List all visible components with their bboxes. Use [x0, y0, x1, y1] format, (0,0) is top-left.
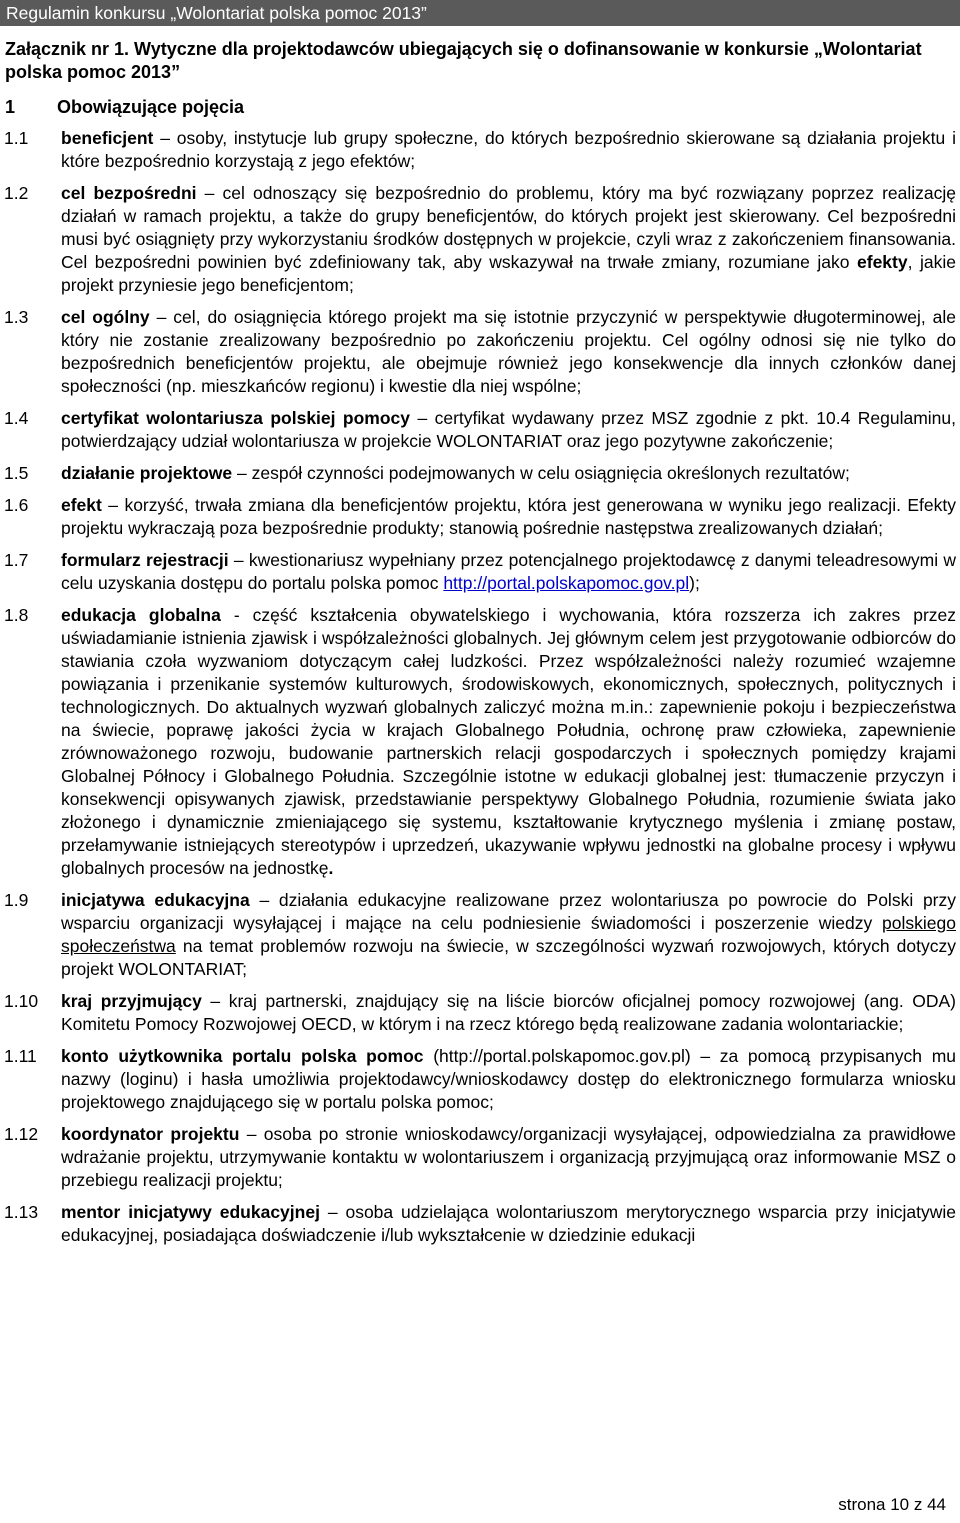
definition-text: – osoba udzielająca wolontariuszom merytorycznego wsparcia przy inicjatywie edukacyjnej, posiadająca doświadczenie i/lub wykształcenie w dziedzinie edukacji [61, 1202, 956, 1245]
definition-text: – kraj partnerski, znajdujący się na liście biorców oficjalnej pomocy rozwojowej (ang. ODA) Komitetu Pomocy Rozwojowej OECD, w którym i na rzecz którego będą realizowane zadania wolontariackie; [61, 991, 956, 1034]
definition-number: 1.2 [4, 183, 29, 203]
definition-item [0, 494, 960, 540]
definition-item [0, 306, 960, 398]
definition-term: beneficjent [61, 128, 154, 148]
definition-item [0, 407, 960, 453]
definition-item [0, 182, 960, 297]
definition-term: mentor inicjatywy edukacyjnej [61, 1202, 320, 1222]
definition-item [0, 1045, 960, 1114]
definition-item [0, 127, 960, 173]
definition-term: formularz rejestracji [61, 550, 229, 570]
definition-item [0, 462, 960, 485]
definition-text: , jakie projekt przyniesie jego beneficjentom; [61, 252, 956, 295]
definition-emphasis: efekty [857, 252, 908, 272]
header-title: Regulamin konkursu „Wolontariat polska pomoc 2013” [6, 3, 427, 23]
definition-term: koordynator projektu [61, 1124, 240, 1144]
definition-text: – certyfikat wydawany przez MSZ zgodnie z pkt. 10.4 Regulaminu, potwierdzający udział wolontariusza w projekcie WOLONTARIAT oraz jego pozytywne zakończenie; [61, 408, 956, 451]
document-body [0, 38, 960, 1256]
definition-text: – działania edukacyjne realizowane przez wolontariusza po powrocie do Polski przy wsparciu organizacji wysyłającej i mające na celu podniesienie świadomości i poszerzenie wiedzy [61, 890, 956, 933]
definition-item [0, 1201, 960, 1247]
definition-number: 1.7 [4, 550, 29, 570]
definition-term: cel ogólny [61, 307, 150, 327]
definition-text: - część kształcenia obywatelskiego i wychowania, która rozszerza ich zakres przez uświadamianie istnienia zjawisk i współzależności globalnych. Jej głównym celem jest przygotowanie odbiorców do stawiania czoła wyzwaniom dotyczącym całej ludzkości. Przez współzależności należy rozumieć wzajemne powiązania i przenikanie systemów kulturowych, środowiskowych, ekonomicznych, społecznych, politycznych i technologicznych. Do aktualnych wyzwań globalnych zaliczyć można m.in.: zapewnienie pokoju i bezpieczeństwa na świecie, poprawę jakości życia w krajach Globalnego Południa, ochronę praw człowieka, zapewnienie zrównoważonego rozwoju, budowanie partnerskich relacji gospodarczych i społecznych pomiędzy krajami Globalnej Północy i Globalnego Południa. Szczególnie istotne w edukacji globalnej jest: tłumaczenie przyczyn i konsekwencji opisywanych zjawisk, przedstawianie perspektywy Globalnego Południa, rozumienie świata jako złożonego i dynamicznie zmieniającego się systemu, kształtowanie krytycznego myślenia i zmianę postaw, przełamywanie istniejących stereotypów i uprzedzeń, ukazywanie wpływu jednostki na globalne procesy i wpływu globalnych procesów na jednostkę [61, 605, 956, 878]
section-title: Obowiązujące pojęcia [57, 97, 245, 117]
definition-underlined: polskiego społeczeństwa [61, 913, 956, 956]
definition-number: 1.1 [4, 128, 29, 148]
portal-link[interactable]: http://portal.polskapomoc.gov.pl [443, 573, 690, 593]
annex-title: Załącznik nr 1. Wytyczne dla projektodawców ubiegających się o dofinansowanie w konkursie „Wolontariat polska pomoc 2013” [5, 39, 922, 82]
definition-term: kraj przyjmujący [61, 991, 202, 1011]
definition-number: 1.6 [4, 495, 29, 515]
definition-text: – kwestionariusz wypełniany przez potencjalnego projektodawcę z danymi teleadresowymi w celu uzyskania dostępu do portalu polska pomoc [61, 550, 956, 593]
running-header [0, 0, 960, 26]
definition-text: na temat problemów rozwoju na świecie, w szczególności wyzwań rozwojowych, których dotyczy projekt WOLONTARIAT; [61, 936, 956, 979]
definition-text: – osoba po stronie wnioskodawcy/organizacji wysyłającej, odpowiedzialna za prawidłowe wdrażanie projektu, utrzymywanie kontaktu w wolontariuszem i organizacją przyjmującą oraz informowanie MSZ o przebiegu realizacji projektu; [61, 1124, 956, 1190]
definition-number: 1.13 [4, 1202, 39, 1222]
definition-number: 1.9 [4, 890, 29, 910]
definition-text: – korzyść, trwała zmiana dla beneficjentów projektu, która jest generowana w wyniku jego realizacji. Efekty projektu wykraczają poza bezpośrednie produkty; stanowią pośrednie następstwa zrealizowanych działań; [61, 495, 956, 538]
definition-number: 1.5 [4, 463, 29, 483]
definition-term: inicjatywa edukacyjna [61, 890, 250, 910]
definition-number: 1.4 [4, 408, 29, 428]
definitions-list [0, 127, 960, 1247]
definition-number: 1.12 [4, 1124, 39, 1144]
definition-term: edukacja globalna [61, 605, 221, 625]
definition-item [0, 549, 960, 595]
definition-item [0, 604, 960, 880]
definition-text: – cel odnoszący się bezpośrednio do problemu, który ma być rozwiązany poprzez realizację działań w ramach projektu, a także do grupy beneficjentów, do których projekt jest skierowany. Cel bezpośredni musi być osiągnięty przy wykorzystaniu środków dostępnych w projekcie, czyli wraz z zakończeniem finansowania. Cel bezpośredni powinien być zdefiniowany tak, aby wskazywał na trwałe zmiany, rozumiane jako [61, 183, 957, 272]
definition-text: (http://portal.polskapomoc.gov.pl) – za pomocą przypisanych mu nazwy (loginu) i hasła umożliwia projektodawcy/wnioskodawcy dostęp do elektronicznego formularza wniosku projektowego znajdującego się w portalu polska pomoc; [61, 1046, 956, 1112]
section-heading [5, 96, 960, 119]
definition-number: 1.8 [4, 605, 29, 625]
definition-term: cel bezpośredni [61, 183, 197, 203]
definition-term: konto użytkownika portalu polska pomoc [61, 1046, 424, 1066]
definition-text: – osoby, instytucje lub grupy społeczne, do których bezpośrednio skierowane są działania projektu i które bezpośrednio korzystają z jego efektów; [61, 128, 956, 171]
definition-number: 1.10 [4, 991, 39, 1011]
definition-text: – zespół czynności podejmowanych w celu osiągnięcia określonych rezultatów; [232, 463, 850, 483]
definition-term: efekt [61, 495, 102, 515]
definition-term: działanie projektowe [61, 463, 233, 483]
definition-number: 1.11 [4, 1046, 37, 1066]
definition-text: ); [689, 573, 700, 593]
definition-item [0, 1123, 960, 1192]
definition-text: – cel, do osiągnięcia którego projekt ma się istotnie przyczynić w perspektywie długoterminowej, ale który nie zostanie zrealizowany bezpośrednio po zakończeniu projektu. Cel ogólny odnosi się nie tylko do bezpośrednich beneficjentów projektu, ale obejmuje również jego konsekwencje dla innych członków danej społeczności (np. mieszkańców regionu) i kwestie dla niej wspólne; [61, 307, 956, 396]
definition-emphasis: . [328, 858, 334, 878]
section-number: 1 [5, 97, 16, 117]
definition-item [0, 990, 960, 1036]
definition-number: 1.3 [4, 307, 29, 327]
page-number: strona 10 z 44 [838, 1495, 946, 1514]
definition-term: certyfikat wolontariusza polskiej pomocy [61, 408, 411, 428]
definition-item [0, 889, 960, 981]
